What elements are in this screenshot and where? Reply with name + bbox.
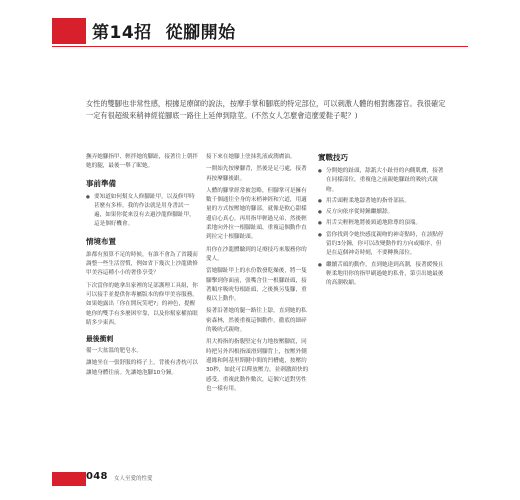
paragraph: 下次當你的她拿出家裡的足部護理工具組，你可以接手並提供你專屬版本的修甲美容服務。如果她露出「你在開玩笑吧?」的神色，提醒她你的雙手有多麼困窄靠，以及你幫家權拍眼睛多少東西。 bbox=[86, 282, 198, 326]
paragraph: 用大拇指的指腹堅定有力地按壓腳底，同時把另外四根指頭滑到腳背上，按壓外側邊緣和阿基里斯腱中間的凹槽處，按壓約30秒，如此可以釋放壓力，並刺激頸快的感受。重複此動作數次，這個穴道對男性也一樣有用。 bbox=[206, 339, 309, 392]
paragraph: 用你在沙龍體驗到的足療技巧來服務你的愛人。 bbox=[206, 246, 307, 262]
bullet-item: ● 用舌頭輕柔地舔著她的指骨部區。 bbox=[318, 197, 444, 206]
section-heading-final: 最後衝刺 bbox=[86, 335, 114, 344]
chapter-marker-bar bbox=[52, 18, 86, 44]
paragraph: 接下來在她腳上塗抹乳液或潤膚油。 bbox=[206, 154, 296, 160]
paragraph: 當她腳趾甲上的水份散發乾燥後，將一隻腳擊到你面前，張嘴含住一根腳趾頭，接著順序吸吮每根趾頭，之後換另隻腳，重複以上動作。 bbox=[206, 268, 307, 303]
column-1 bbox=[86, 153, 198, 381]
paragraph: 人體的腳掌經常被忽略，但腳掌可是擁有數千個通往全身的末梢神經和穴道，用適量的方式按壓她的腳部，就像是軟心甜樣邊肩心真心。再用指甲輕過兄弟，然後輕柔地向外拉一根腳趾頭，重複這個動作直到拉完十根腳趾頭。 bbox=[206, 187, 307, 241]
chapter-heading bbox=[92, 18, 236, 43]
paragraph: 接著沿著她的腿一路往上舔，直到她的私密森林，然後重複這個動作，徹底的細碎的吸吮式親吻。 bbox=[206, 308, 307, 334]
bullet-item: ● 用舌尖輕輕地將後頸通地除尊的頂端。 bbox=[318, 219, 444, 228]
page-number: 048 bbox=[86, 471, 108, 482]
chapter-title: 從腳開始 bbox=[165, 23, 236, 43]
bullet-list bbox=[318, 167, 444, 289]
section-heading-preparation: 事前準備 bbox=[86, 178, 116, 188]
paragraph: 一開始先按摩腳背，然後是足弓處，接著再按摩腳後跟。 bbox=[206, 166, 307, 182]
paragraph: 備一大盆溫的肥皂水。 bbox=[86, 348, 142, 355]
paragraph: 誰都有預算不足的時候，有誰不會為了省錢而調整一些生活習慣，例如省下幾次上沙龍做修甲美容這種小小的奢侈享受？ bbox=[86, 251, 198, 277]
section-heading-techniques: 實戰技巧 bbox=[318, 153, 348, 162]
intro-paragraph: 女性的雙腳也非常性感，根據足療師的說法，按摩手掌和腳底的特定部位，可以刺激人體的相對應器官。我很確定一定有很超級來稍神經從腳底一路往上延伸到陰莖。(不然女人怎麼會這麼愛鞋子呢？) bbox=[86, 99, 446, 120]
bullet-item: ● 當你找到令她快感度親吻的神奇點時，在該點停留約3分鐘，你可以改變動作的方向或順序，但是在這個神奇時刻，不要轉換部位。 bbox=[318, 231, 444, 259]
bullet-item: ● 反方向依序從時鐘繼續舔。 bbox=[318, 208, 444, 217]
column-3 bbox=[318, 153, 444, 291]
bullet-list bbox=[86, 193, 198, 230]
paragraph: 撫弄她腳指甲、輕拌她的腳趾，接著往上朝拌她的腿，最後一舉了昵她。 bbox=[86, 154, 198, 170]
chapter-number: 第14招 bbox=[92, 23, 152, 43]
running-footer-title: 女人至愛的性愛 bbox=[114, 476, 153, 482]
header-rule bbox=[52, 46, 468, 47]
footer-marker-bar bbox=[52, 472, 86, 486]
section-heading-setting: 情境布置 bbox=[86, 236, 116, 246]
bullet-item: ● 繼續舌頭的動作，直到她達到高潮，接著緩慢且輕柔地用你的指甲刷過她的私骨，第引出她最後的高潮收縮。 bbox=[318, 261, 444, 289]
bullet-item: ● 分開她的趾頭，舔舐大小趾骨的內側肌膚，接著在同樣部位，重複他之前親她腳趾的吸吮式親吻。 bbox=[318, 167, 444, 195]
bullet-item: ● 要知道如何幫女人修腳趾甲，以及修甲時甚麼有多棒。我的作法就是用身書試一遍，如果你從來沒有去過沙龍修腳趾甲，這是個好機會。 bbox=[86, 193, 198, 230]
paragraph: 讓她坐在一張舒服的椅子上，背後有書枕可以讓她身體往前。先讓她泡腳10分鐘。 bbox=[86, 360, 198, 376]
column-2 bbox=[206, 153, 310, 397]
